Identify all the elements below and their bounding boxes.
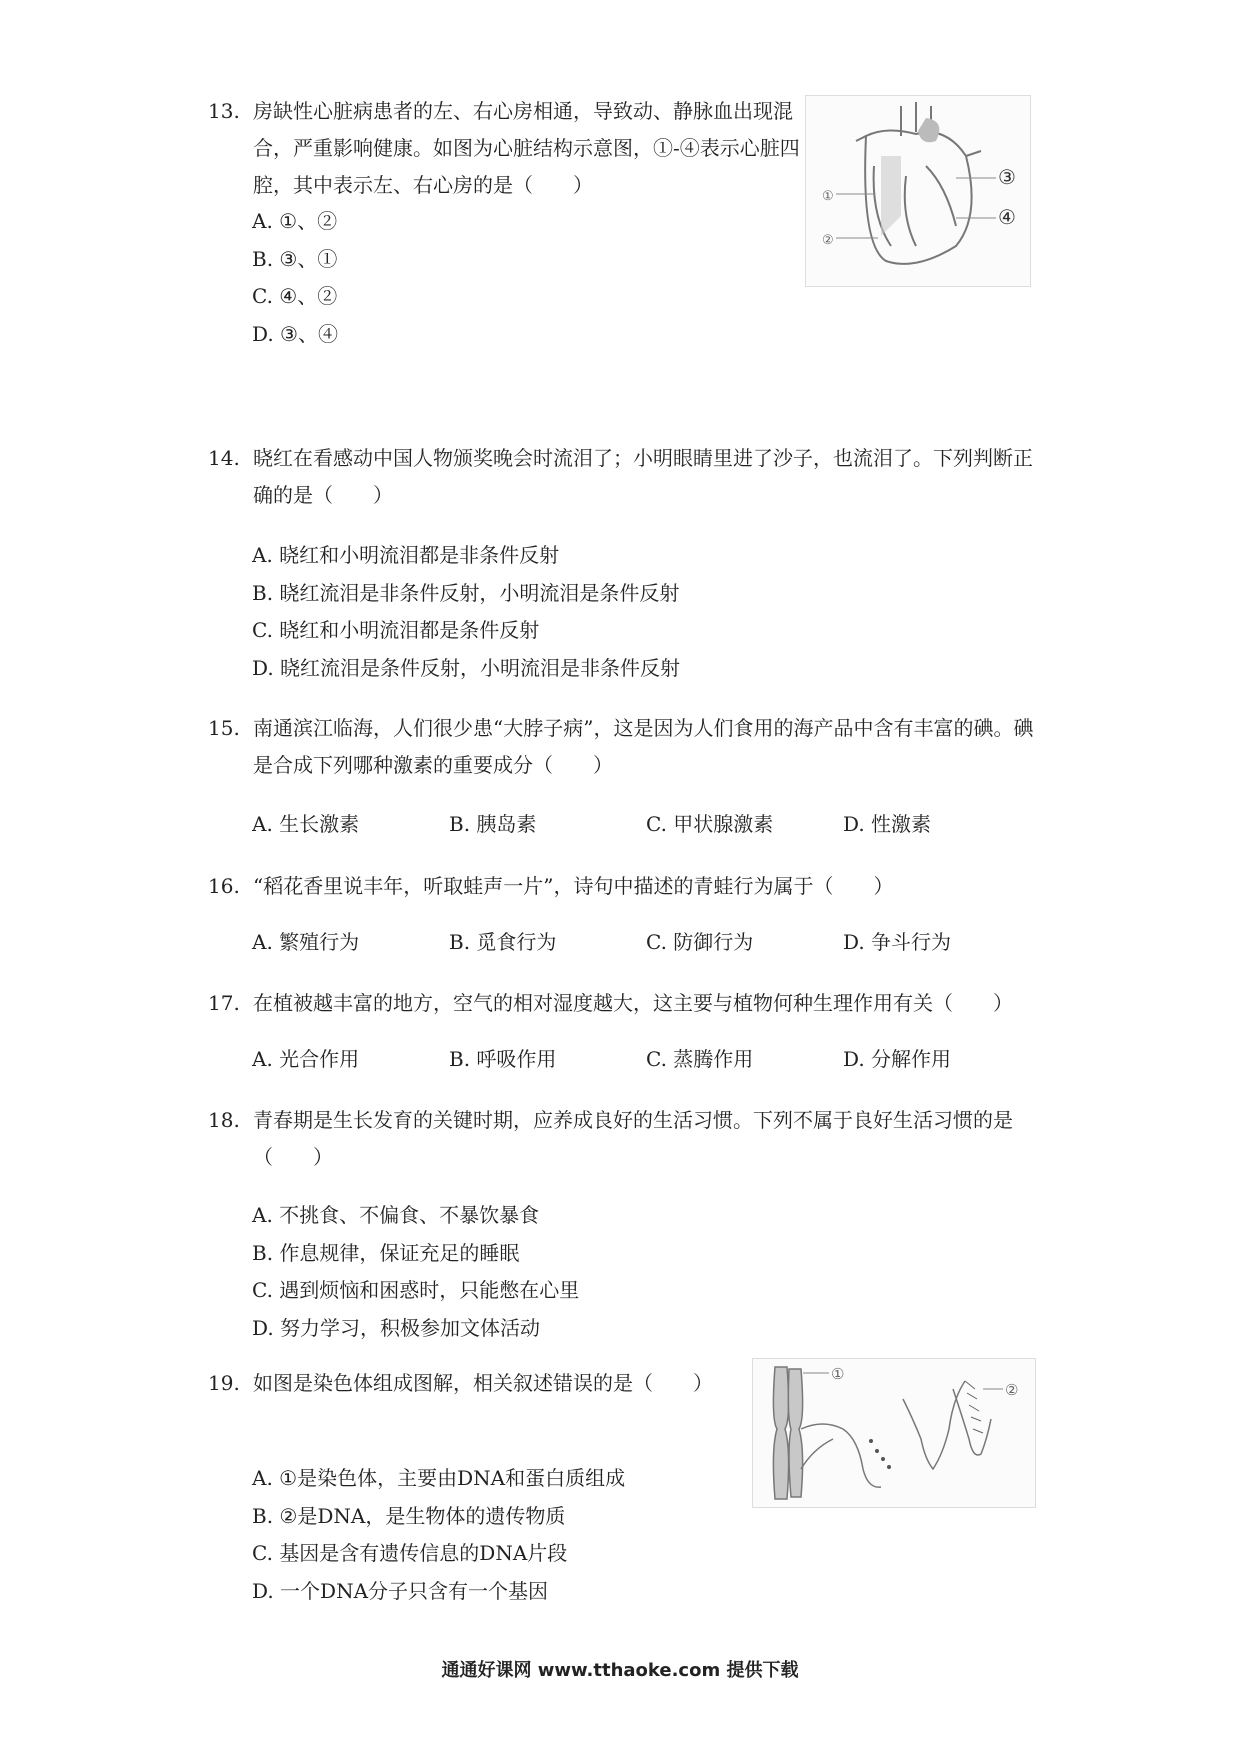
option-a[interactable]: A. 不挑食、不偏食、不暴饮暴食 [252, 1203, 540, 1227]
option-c[interactable]: C. 蒸腾作用 [646, 1047, 754, 1071]
question-number: 15. [208, 716, 240, 740]
options-18 [252, 1197, 579, 1347]
options-14 [252, 537, 680, 687]
option-c[interactable]: C. 晓红和小明流泪都是条件反射 [252, 618, 540, 642]
label-4: ④ [998, 205, 1016, 229]
option-a[interactable]: A. 光合作用 [252, 1047, 360, 1071]
question-18 [208, 1102, 1048, 1176]
option-c[interactable]: C. ④、② [252, 284, 338, 308]
question-19 [208, 1365, 768, 1402]
page-footer: 通通好课网 www.tthaoke.com 提供下载 [441, 1660, 799, 1681]
option-c[interactable]: C. 遇到烦恼和困惑时，只能憋在心里 [252, 1278, 580, 1302]
chromosome-diagram [752, 1358, 1036, 1508]
question-17 [208, 985, 1068, 1022]
option-b[interactable]: B. 胰岛素 [449, 812, 537, 836]
question-number: 14. [208, 446, 240, 470]
question-14 [208, 440, 1048, 514]
option-b[interactable]: B. ②是DNA，是生物体的遗传物质 [252, 1503, 566, 1528]
question-text: 晓红在看感动中国人物颁奖晚会时流泪了；小明眼睛里进了沙子，也流泪了。下列判断正确的是（ ） [253, 446, 1033, 507]
option-b[interactable]: B. ③、① [252, 246, 338, 271]
option-a[interactable]: A. ①、② [252, 209, 338, 233]
label-3: ③ [998, 165, 1016, 189]
question-text: 南通滨江临海，人们很少患“大脖子病”，这是因为人们食用的海产品中含有丰富的碘。碘是合成下列哪种激素的重要成分（ ） [253, 716, 1034, 777]
label-1: ① [822, 189, 834, 204]
option-d[interactable]: D. 一个DNA分子只含有一个基因 [252, 1578, 549, 1603]
question-text: 如图是染色体组成图解，相关叙述错误的是（ ） [253, 1371, 713, 1395]
question-number: 13. [208, 99, 240, 123]
option-d[interactable]: D. 晓红流泪是条件反射，小明流泪是非条件反射 [252, 655, 681, 680]
option-a[interactable]: A. 繁殖行为 [252, 930, 360, 954]
heart-diagram [805, 95, 1031, 287]
options-13 [252, 203, 338, 353]
label-2: ② [1005, 1381, 1019, 1399]
option-d[interactable]: D. 性激素 [843, 812, 932, 836]
question-number: 18. [208, 1108, 240, 1132]
option-d[interactable]: D. 努力学习，积极参加文体活动 [252, 1315, 541, 1340]
heart-diagram-svg [806, 96, 1030, 286]
question-number: 17. [208, 991, 240, 1015]
chromosome-diagram-svg [753, 1359, 1035, 1507]
question-13 [208, 93, 808, 204]
options-16 [252, 924, 1040, 962]
question-text: 房缺性心脏病患者的左、右心房相通，导致动、静脉血出现混合，严重影响健康。如图为心脏结构示意图，①-④表示心脏四腔，其中表示左、右心房的是（ ） [253, 99, 800, 197]
option-b[interactable]: B. 晓红流泪是非条件反射，小明流泪是条件反射 [252, 580, 680, 605]
options-17 [252, 1041, 1040, 1079]
option-c[interactable]: C. 防御行为 [646, 930, 754, 954]
option-d[interactable]: D. ③、④ [252, 321, 338, 346]
question-text: 青春期是生长发育的关键时期，应养成良好的生活习惯。下列不属于良好生活习惯的是（ ） [253, 1108, 1013, 1169]
question-16 [208, 868, 1048, 905]
options-15 [252, 806, 1040, 844]
question-text: “稻花香里说丰年，听取蛙声一片”，诗句中描述的青蛙行为属于（ ） [253, 874, 894, 898]
option-d[interactable]: D. 争斗行为 [843, 930, 952, 954]
option-c[interactable]: C. 甲状腺激素 [646, 812, 774, 836]
question-text: 在植被越丰富的地方，空气的相对湿度越大，这主要与植物何种生理作用有关（ ） [253, 991, 1013, 1015]
option-a[interactable]: A. 晓红和小明流泪都是非条件反射 [252, 543, 560, 567]
option-b[interactable]: B. 觅食行为 [449, 930, 557, 954]
option-a[interactable]: A. ①是染色体，主要由DNA和蛋白质组成 [252, 1466, 626, 1490]
question-number: 16. [208, 874, 240, 898]
label-1: ① [831, 1365, 845, 1383]
question-15 [208, 710, 1048, 784]
option-c[interactable]: C. 基因是含有遗传信息的DNA片段 [252, 1541, 568, 1565]
question-number: 19. [208, 1371, 240, 1395]
option-b[interactable]: B. 作息规律，保证充足的睡眠 [252, 1240, 520, 1265]
option-d[interactable]: D. 分解作用 [843, 1047, 952, 1071]
options-19 [252, 1460, 625, 1610]
option-b[interactable]: B. 呼吸作用 [449, 1047, 557, 1071]
label-2: ② [822, 233, 834, 248]
option-a[interactable]: A. 生长激素 [252, 812, 360, 836]
